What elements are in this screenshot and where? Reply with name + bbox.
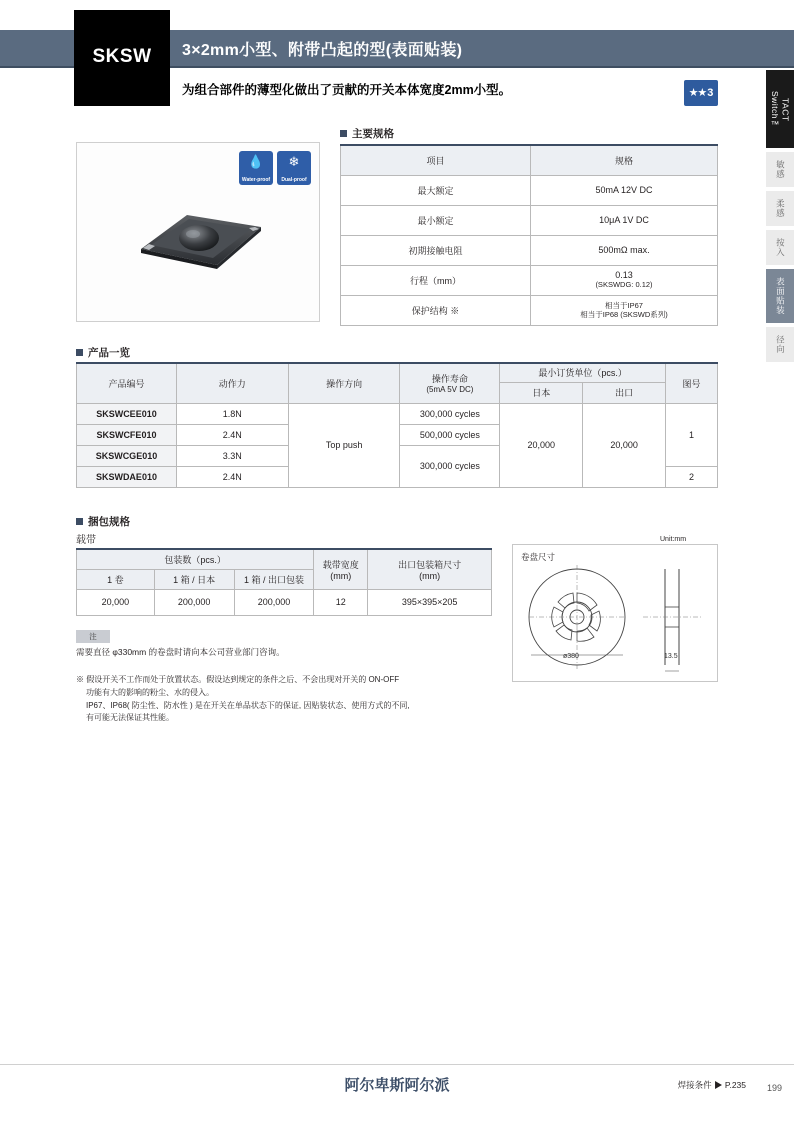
spec-value-4-sub: 相当于IP68 (SKSWD系列) (580, 310, 668, 319)
side-tab-tact-switch[interactable] (766, 70, 794, 148)
col-moq: 最小订货单位（pcs.） (500, 363, 666, 382)
force-1: 2.4N (176, 424, 288, 445)
moq-japan-value: 20,000 (500, 403, 583, 487)
col-direction: 操作方向 (288, 363, 400, 403)
value-tape-width: 12 (314, 589, 368, 615)
note-tag: 注 (76, 630, 110, 643)
value-carton-size: 395×395×205 (368, 589, 492, 615)
footnote-line-2: IP67、IP68( 防尘性、防水性 ) 是在开关在单品状态下的保证, 因贴装状态、使用方式的不同, (86, 700, 410, 710)
snowflake-icon: ❄ (288, 154, 300, 169)
reel-unit-label: Unit:mm (660, 536, 687, 543)
col-per-reel: 1 卷 (77, 569, 155, 589)
soldering-condition-link[interactable]: 焊接条件 ▶ P.235 (677, 1080, 746, 1090)
table-row (341, 205, 718, 235)
table-row (341, 235, 718, 265)
side-tab-smd-label: 表面贴装 (775, 277, 786, 315)
spec-value-3-sub: (SKSWDG: 0.12) (595, 280, 653, 290)
product-photo (76, 142, 320, 322)
star-icon: ★★ (688, 86, 707, 99)
figure-no-2: 2 (666, 466, 718, 487)
spec-table (340, 144, 718, 326)
product-list-heading-label: 产品一览 (88, 347, 130, 359)
side-tab-radial-label: 径向 (775, 335, 786, 354)
side-tab-push[interactable] (766, 230, 794, 265)
col-per-box-export: 1 箱 / 出口包装 (234, 569, 314, 589)
dual-proof-badge (277, 151, 311, 185)
col-moq-japan: 日本 (500, 382, 583, 403)
switch-illustration (129, 205, 269, 271)
note-text: 需要直径 φ330mm 的卷盘时请向本公司营业部门咨询。 (76, 647, 285, 657)
packing-heading-label: 捆包规格 (88, 516, 130, 528)
col-force: 动作力 (176, 363, 288, 403)
part-number-3: SKSWDAE010 (77, 466, 177, 487)
life-0: 300,000 cycles (400, 403, 500, 424)
product-photo-canvas (77, 143, 319, 321)
table-row (341, 265, 718, 295)
product-list-table (76, 362, 718, 488)
part-number-0: SKSWCEE010 (77, 403, 177, 424)
table-header-row (77, 363, 718, 382)
spec-col-value: 规格 (531, 145, 718, 175)
side-tab-tact-switch-label: TACT Switch™ (770, 90, 791, 130)
side-tab-sensitive[interactable] (766, 152, 794, 187)
rating-number: 3 (707, 87, 714, 99)
photo-badges (239, 151, 311, 185)
col-package-qty: 包装数（pcs.） (77, 549, 314, 569)
reel-width-dim: 13.5 (664, 653, 678, 660)
square-bullet-icon (340, 130, 347, 137)
value-per-box-japan: 200,000 (154, 589, 234, 615)
square-bullet-icon (76, 349, 83, 356)
col-moq-export: 出口 (583, 382, 666, 403)
part-number-2: SKSWCGE010 (77, 445, 177, 466)
life-1: 500,000 cycles (400, 424, 500, 445)
spec-item-0: 最大额定 (341, 175, 531, 205)
side-tab-soft-label: 柔感 (775, 199, 786, 218)
force-2: 3.3N (176, 445, 288, 466)
force-0: 1.8N (176, 403, 288, 424)
product-list-heading (76, 345, 130, 360)
table-row (341, 175, 718, 205)
side-tab-soft[interactable] (766, 191, 794, 226)
side-tab-smd[interactable] (766, 269, 794, 323)
spec-value-4 (531, 295, 718, 325)
col-carton-size (368, 549, 492, 589)
square-bullet-icon (76, 518, 83, 525)
operating-direction: Top push (288, 403, 400, 487)
reel-drawing-title: 卷盘尺寸 (521, 552, 556, 562)
col-tape-width (314, 549, 368, 589)
spec-value-3 (531, 265, 718, 295)
spec-col-item: 项目 (341, 145, 531, 175)
product-code: SKSW (92, 46, 152, 67)
footnote-line-0: ※ 假设开关不工作而处于放置状态。假设达到规定的条件之后、不会出现对开关的 ON-OFF (76, 675, 400, 684)
figure-no-1: 1 (666, 403, 718, 466)
table-header-row (341, 145, 718, 175)
spec-section-heading-label: 主要规格 (352, 128, 394, 140)
spec-item-4: 保护结构 ※ (341, 295, 531, 325)
water-drop-icon: 💧 (247, 154, 265, 169)
reel-drawing (512, 544, 718, 682)
side-tab-radial[interactable] (766, 327, 794, 362)
spec-item-2: 初期接触电阻 (341, 235, 531, 265)
col-life-sub: (5mA 5V DC) (426, 385, 474, 395)
page-subtitle: 为组合部件的薄型化做出了贡献的开关本体宽度2mm小型。 (182, 83, 512, 97)
col-carton-size-label: 出口包装箱尺寸 (398, 559, 462, 570)
side-tab-rail[interactable] (766, 70, 794, 366)
spec-value-0: 50mA 12V DC (531, 175, 718, 205)
col-per-box-japan: 1 箱 / 日本 (154, 569, 234, 589)
table-row (77, 589, 492, 615)
spec-value-2: 500mΩ max. (531, 235, 718, 265)
spec-value-4-main: 相当于IP67 (605, 300, 643, 310)
dual-proof-caption: Dual-proof (281, 177, 307, 183)
table-header-row (77, 549, 492, 569)
col-part-number: 产品编号 (77, 363, 177, 403)
value-per-reel: 20,000 (77, 589, 155, 615)
page-title: 3×2mm小型、附带凸起的型(表面贴装) (182, 42, 463, 59)
packing-subheading: 载带 (76, 535, 96, 546)
col-life-label: 操作寿命 (431, 374, 468, 385)
footer-divider (0, 1064, 794, 1065)
spec-item-1: 最小额定 (341, 205, 531, 235)
moq-export-value: 20,000 (583, 403, 666, 487)
spec-value-1: 10μA 1V DC (531, 205, 718, 235)
col-carton-size-unit: (mm) (419, 570, 441, 581)
footnotes (76, 674, 410, 725)
col-tape-width-unit: (mm) (330, 570, 352, 581)
spec-item-3: 行程（mm） (341, 265, 531, 295)
reel-diameter-dim: ø380 (563, 653, 579, 660)
col-figure-no: 图号 (666, 363, 718, 403)
page-header (0, 0, 794, 110)
footnote-line-1: 功能有大的影响的粉尘、水的侵入。 (86, 687, 214, 697)
table-row (77, 403, 718, 424)
value-per-box-export: 200,000 (234, 589, 314, 615)
brand-name: 阿尔卑斯阿尔派 (344, 1077, 450, 1094)
col-life (400, 363, 500, 403)
rating-badge (684, 80, 718, 106)
footnote-line-3: 有可能无法保证其性能。 (86, 713, 174, 723)
packing-heading (76, 514, 130, 529)
table-row (341, 295, 718, 325)
part-number-1: SKSWCFE010 (77, 424, 177, 445)
side-tab-sensitive-label: 敏感 (775, 160, 786, 179)
spec-section-heading (340, 126, 394, 141)
reel-schematic (513, 545, 717, 681)
life-2: 300,000 cycles (400, 445, 500, 487)
water-proof-caption: Water-proof (241, 177, 271, 183)
spec-value-3-main: 0.13 (615, 270, 633, 281)
page-number: 199 (766, 1083, 782, 1093)
water-proof-badge (239, 151, 273, 185)
product-code-block (74, 10, 170, 106)
side-tab-push-label: 按入 (775, 238, 786, 257)
packing-table (76, 548, 492, 616)
col-tape-width-label: 载带宽度 (322, 559, 359, 570)
force-3: 2.4N (176, 466, 288, 487)
